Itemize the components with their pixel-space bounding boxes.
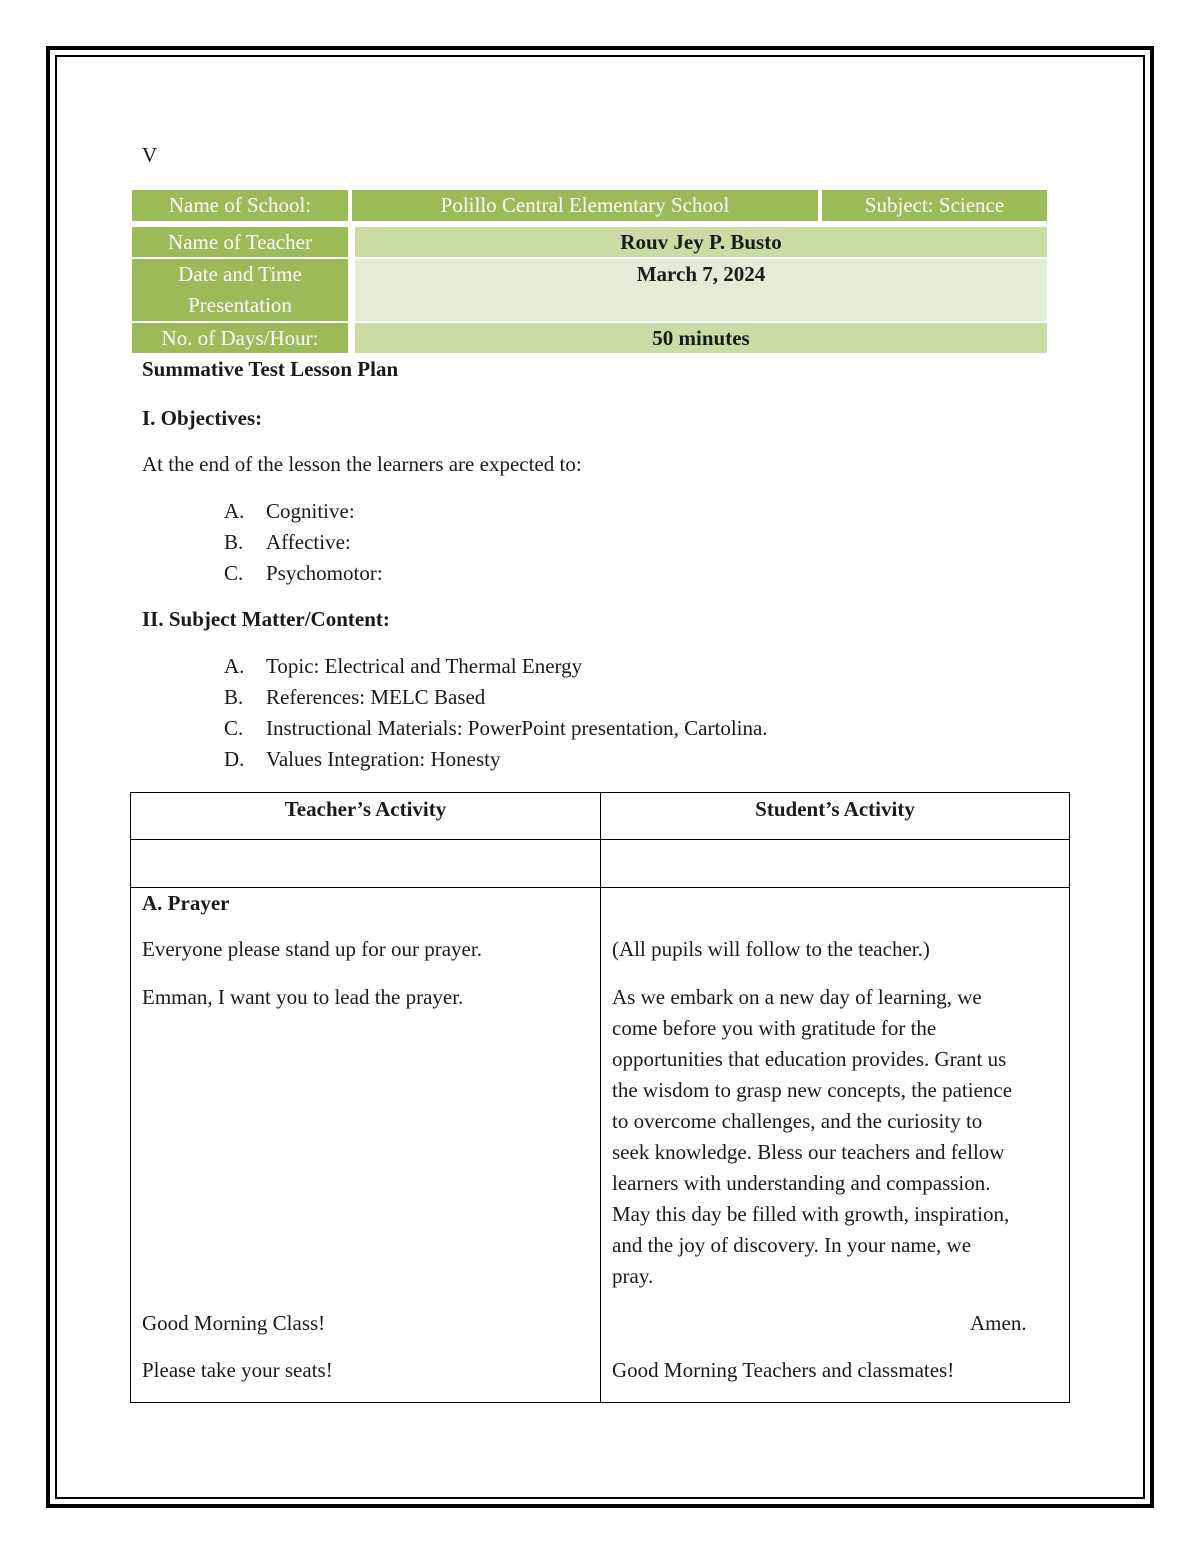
objectives-list bbox=[224, 496, 383, 589]
teacher-line: Emman, I want you to lead the prayer. bbox=[142, 985, 464, 1009]
teacher-value: Rouv Jey P. Busto bbox=[355, 227, 1047, 257]
list-item: B. References: MELC Based bbox=[224, 685, 486, 709]
objectives-heading: I. Objectives: bbox=[142, 406, 263, 430]
stray-mark: V bbox=[142, 143, 158, 167]
list-item: A. Topic: Electrical and Thermal Energy bbox=[224, 654, 583, 678]
row-divider bbox=[131, 839, 1069, 840]
teacher-activity-header: Teacher’s Activity bbox=[284, 797, 447, 821]
days-label: No. of Days/Hour: bbox=[132, 323, 348, 353]
date-label-line2: Presentation bbox=[188, 293, 292, 317]
list-item: B. Affective: bbox=[224, 530, 351, 554]
teacher-line: Everyone please stand up for our prayer. bbox=[142, 937, 482, 961]
subject-matter-list bbox=[224, 651, 768, 775]
list-item: D. Values Integration: Honesty bbox=[224, 747, 501, 771]
days-value: 50 minutes bbox=[355, 323, 1047, 353]
prayer-text: As we embark on a new day of learning, we come before you with gratitude for the opportunities that education provides. Grant us the wisdom to grasp new concepts, the patience to overcome challenges, and the curiosity to seek knowledge. Bless our teachers and fellow learners with understanding and compassion. May this day be filled with growth, inspiration, and the joy of discovery. In your name, we pray. bbox=[612, 985, 1013, 1288]
school-label: Name of School: bbox=[132, 190, 348, 221]
date-label-line1: Date and Time bbox=[178, 262, 302, 286]
list-item: C. Psychomotor: bbox=[224, 561, 383, 585]
list-item: A. Cognitive: bbox=[224, 499, 355, 523]
subject-value: Subject: Science bbox=[822, 190, 1047, 221]
list-item: C. Instructional Materials: PowerPoint presentation, Cartolina. bbox=[224, 716, 768, 740]
teacher-line: Good Morning Class! bbox=[142, 1311, 326, 1335]
prayer-heading: A. Prayer bbox=[142, 891, 230, 915]
teacher-label: Name of Teacher bbox=[132, 227, 348, 257]
objectives-intro: At the end of the lesson the learners are expected to: bbox=[142, 452, 582, 476]
student-greeting: Good Morning Teachers and classmates! bbox=[612, 1358, 955, 1382]
activity-table bbox=[130, 792, 1070, 1403]
plan-title: Summative Test Lesson Plan bbox=[142, 357, 399, 381]
student-follow: (All pupils will follow to the teacher.) bbox=[612, 937, 930, 961]
student-activity-header: Student’s Activity bbox=[755, 797, 915, 821]
date-value: March 7, 2024 bbox=[355, 259, 1047, 321]
amen-response: Amen. bbox=[970, 1311, 1027, 1335]
date-label bbox=[132, 259, 348, 321]
column-divider bbox=[600, 793, 601, 1402]
school-value: Polillo Central Elementary School bbox=[352, 190, 818, 221]
subject-matter-heading: II. Subject Matter/Content: bbox=[142, 607, 390, 631]
row-divider bbox=[131, 887, 1069, 888]
teacher-line: Please take your seats! bbox=[142, 1358, 333, 1382]
